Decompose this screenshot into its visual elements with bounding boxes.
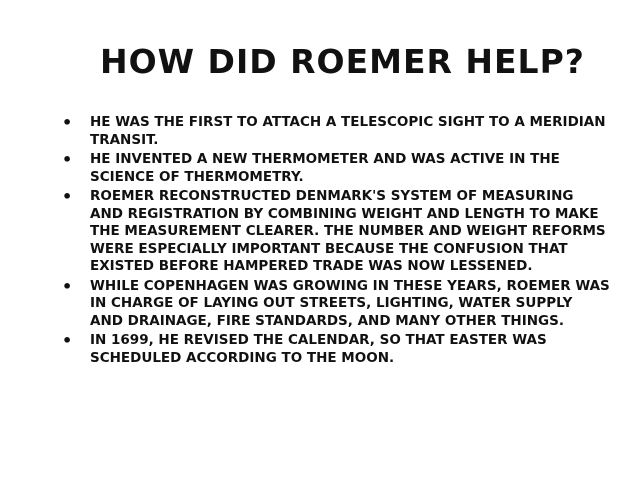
bullet-icon: • [62, 150, 73, 169]
bullet-icon: • [62, 113, 73, 132]
bullet-text: ROEMER RECONSTRUCTED DENMARK'S SYSTEM OF MEASURING AND REGISTRATION BY COMBINING WEIGHT AND LENGTH TO MAKE THE MEASUREMENT CLEARER. THE NUMBER AND WEIGHT REFORMS WERE ESPECIALLY IMPORTANT BECAUSE THE CONFUSION THAT EXISTED BEFORE HAMPERED TRADE WAS NOW LESSENED. [90, 188, 606, 274]
list-item [62, 188, 610, 276]
bullet-text: IN 1699, HE REVISED THE CALENDAR, SO THAT EASTER WAS SCHEDULED ACCORDING TO THE MOON. [90, 332, 547, 366]
bullet-list [62, 114, 610, 369]
list-item [62, 151, 610, 186]
bullet-icon: • [62, 276, 73, 296]
list-item [62, 332, 610, 367]
list-item [62, 114, 610, 149]
bullet-text: HE INVENTED A NEW THERMOMETER AND WAS ACTIVE IN THE SCIENCE OF THERMOMETRY. [90, 151, 560, 185]
bullet-icon: • [62, 331, 73, 350]
bullet-text: HE WAS THE FIRST TO ATTACH A TELESCOPIC SIGHT TO A MERIDIAN TRANSIT. [90, 114, 606, 148]
slide-title: HOW DID ROEMER HELP? [100, 42, 585, 81]
list-item [62, 278, 610, 331]
bullet-icon: • [62, 187, 73, 206]
bullet-text: WHILE COPENHAGEN WAS GROWING IN THESE YEARS, ROEMER WAS IN CHARGE OF LAYING OUT STREETS, LIGHTING, WATER SUPPLY AND DRAINAGE, FIRE STANDARDS, AND MANY OTHER THINGS. [90, 277, 610, 329]
